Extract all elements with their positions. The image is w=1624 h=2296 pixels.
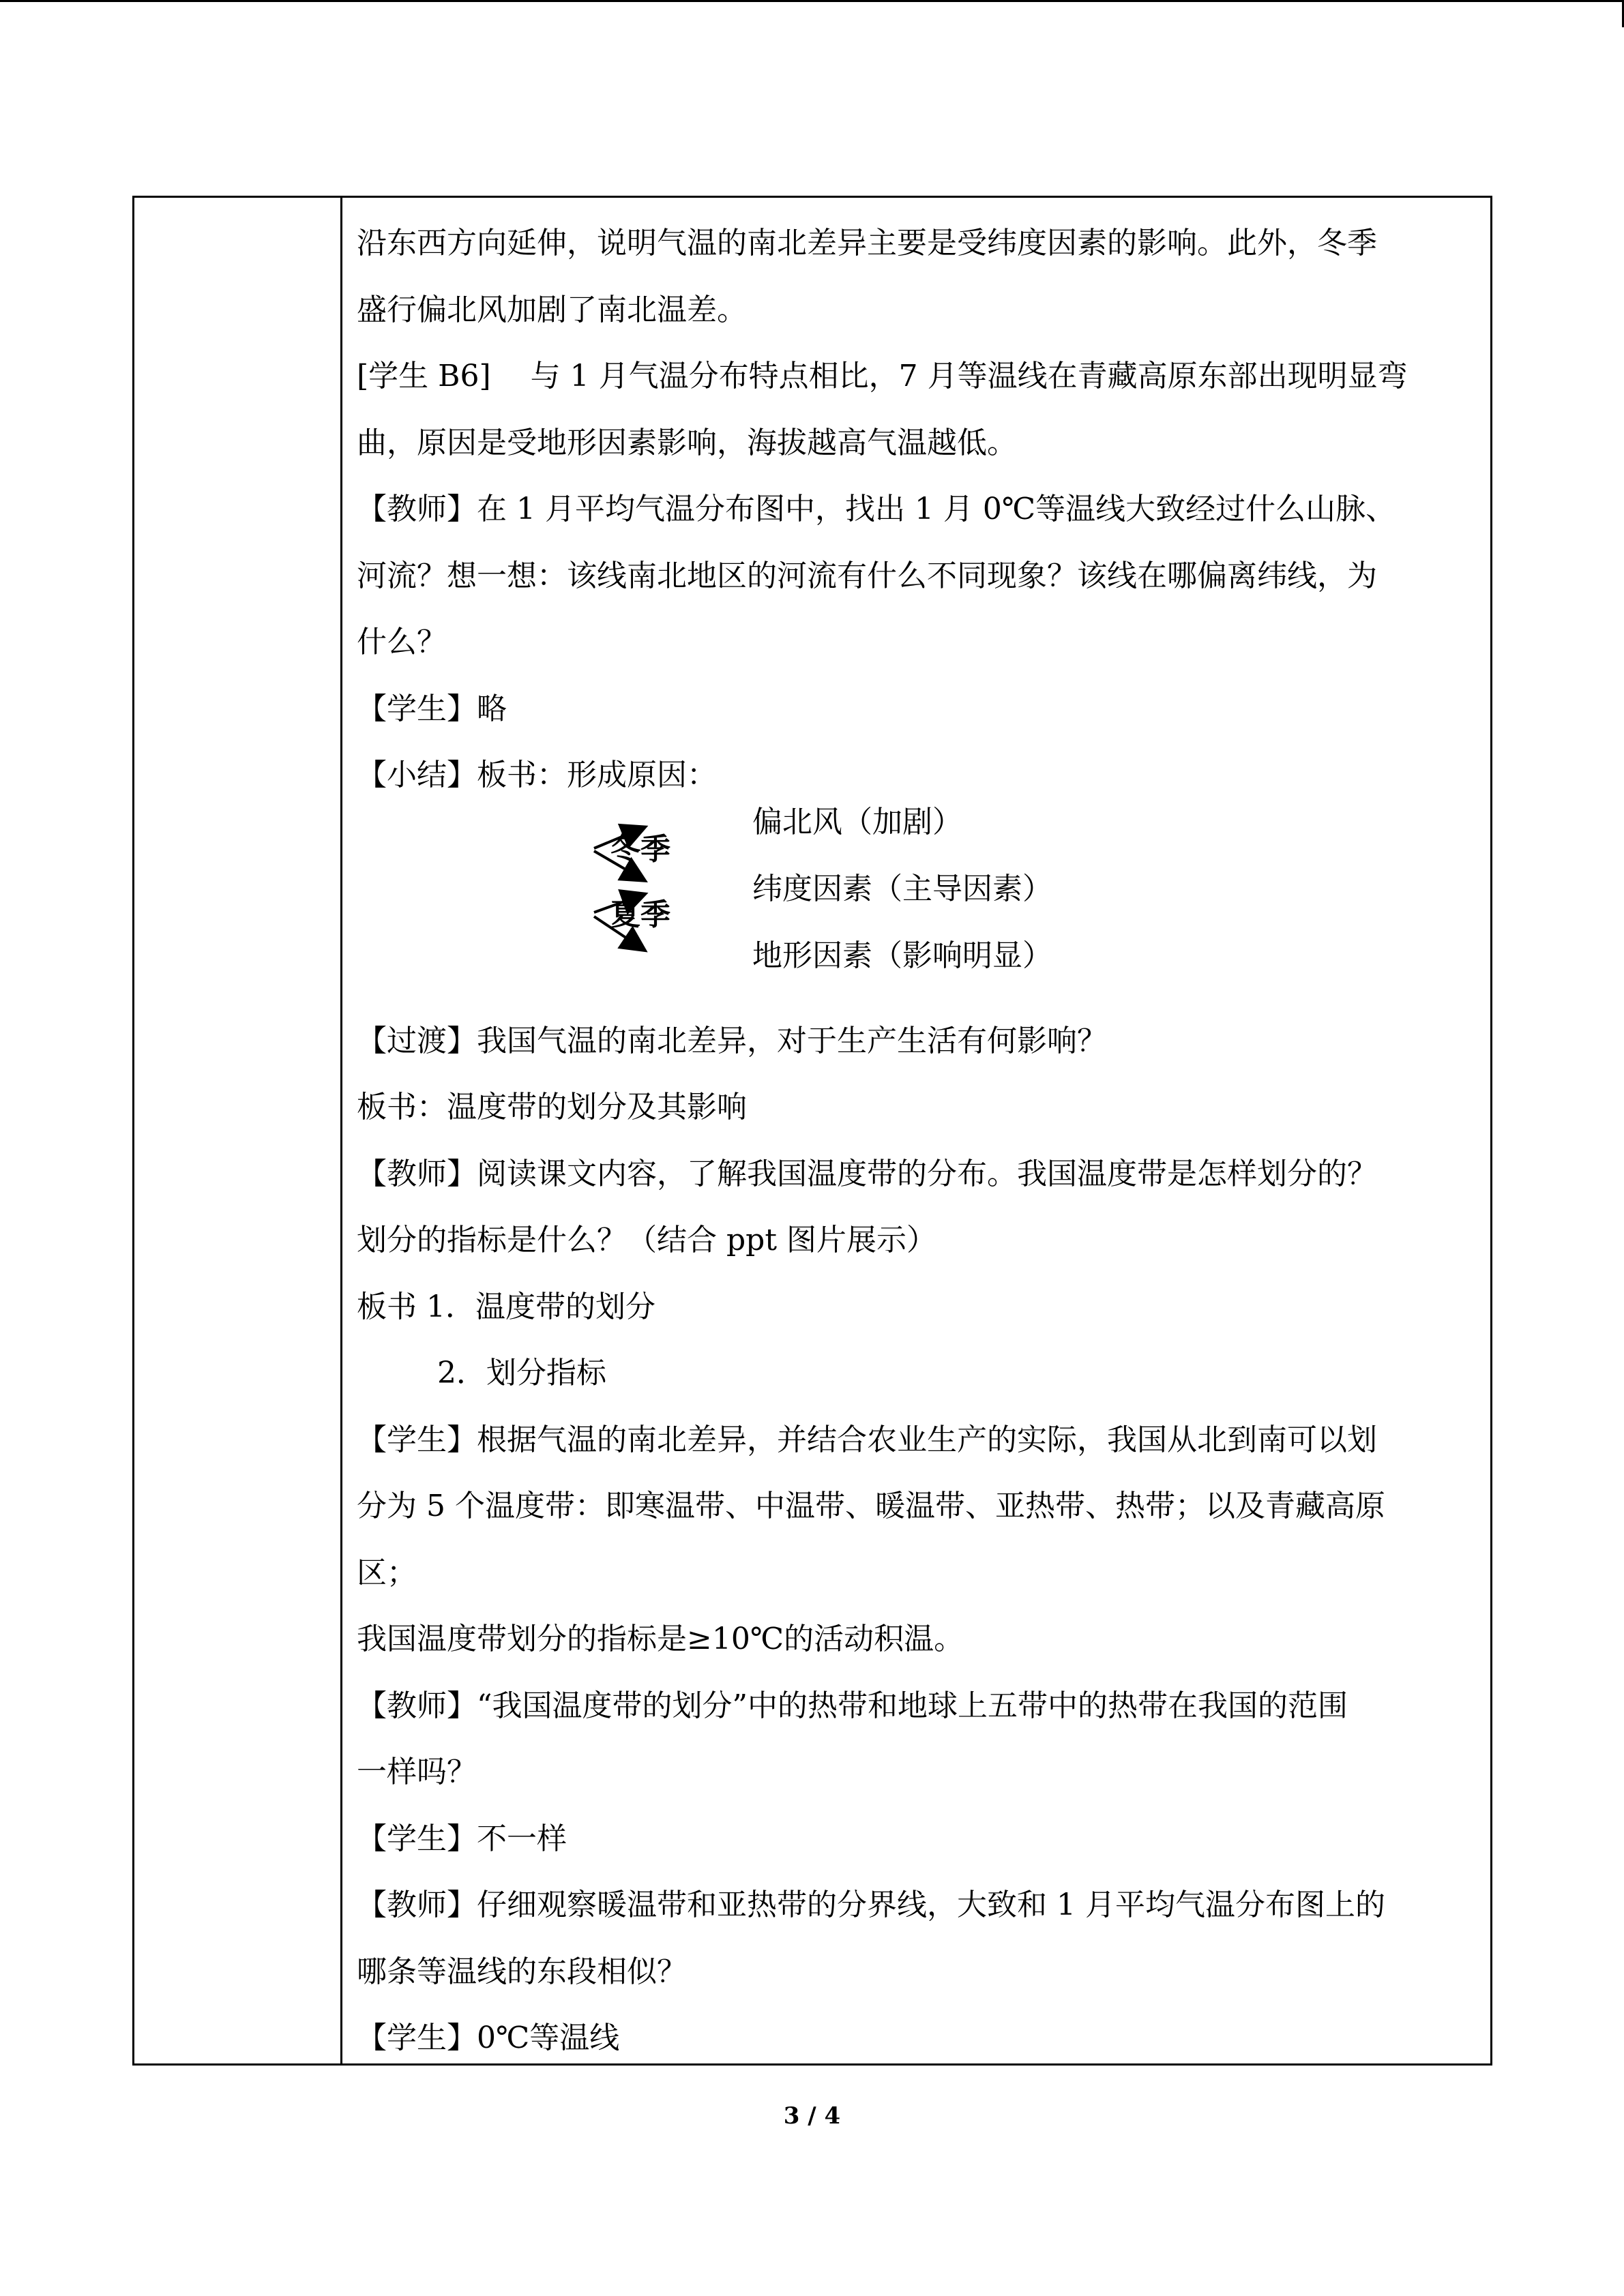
text-line: 【小结】板书：形成原因： <box>357 758 717 792</box>
page-top-border <box>0 0 1624 2</box>
text-line: 【教师】阅读课文内容，了解我国温度带的分布。我国温度带是怎样划分的？ <box>357 1156 1377 1191</box>
text-line: 我国温度带划分的指标是≥10℃的活动积温。 <box>357 1622 964 1656</box>
text-line: 沿东西方向延伸，说明气温的南北差异主要是受纬度因素的影响。此外，冬季 <box>357 226 1377 260</box>
text-line: 【学生】略 <box>357 691 507 726</box>
diagram-item-wind: 偏北风（加剧） <box>752 804 962 839</box>
left-empty-cell <box>134 198 340 2063</box>
text-line: 【教师】在 1 月平均气温分布图中，找出 1 月 0℃等温线大致经过什么山脉、 <box>357 492 1396 526</box>
cause-diagram <box>357 804 1475 1008</box>
column-divider <box>340 198 342 2063</box>
lesson-table <box>132 196 1492 2066</box>
text-line: 【教师】仔细观察暖温带和亚热带的分界线，大致和 1 月平均气温分布图上的 <box>357 1888 1385 1922</box>
summer-label: 夏季 <box>610 897 670 932</box>
text-line: [学生 B6] 与 1 月气温分布特点相比，7 月等温线在青藏高原东部出现明显弯 <box>357 359 1408 393</box>
text-line: 板书：温度带的划分及其影响 <box>357 1090 747 1124</box>
text-line: 区； <box>357 1555 417 1590</box>
diagram-item-latitude: 纬度因素（主导因素） <box>752 871 1052 906</box>
text-line: 划分的指标是什么？（结合 ppt 图片展示） <box>357 1223 936 1257</box>
text-line: 【过渡】我国气温的南北差异，对于生产生活有何影响？ <box>357 1023 1107 1058</box>
text-line: 【学生】根据气温的南北差异，并结合农业生产的实际，我国从北到南可以划 <box>357 1422 1377 1457</box>
text-line: 哪条等温线的东段相似？ <box>357 1954 687 1989</box>
text-line: 曲，原因是受地形因素影响，海拔越高气温越低。 <box>357 425 1017 460</box>
text-line: 分为 5 个温度带：即寒温带、中温带、暖温带、亚热带、热带；以及青藏高原 <box>357 1489 1385 1523</box>
text-line: 什么？ <box>357 625 447 659</box>
text-line: 【教师】“我国温度带的划分”中的热带和地球上五带中的热带在我国的范围 <box>357 1688 1348 1723</box>
text-line: 盛行偏北风加剧了南北温差。 <box>357 292 747 327</box>
text-line: 【学生】不一样 <box>357 1821 567 1856</box>
text-line: 一样吗？ <box>357 1755 477 1789</box>
page-number: 3 / 4 <box>783 2102 841 2130</box>
text-line: 2．划分指标 <box>437 1356 606 1390</box>
text-line: 河流？想一想：该线南北地区的河流有什么不同现象？该线在哪偏离纬线，为 <box>357 558 1377 593</box>
text-line: 【学生】0℃等温线 <box>357 2021 620 2055</box>
diagram-item-terrain: 地形因素（影响明显） <box>752 938 1052 973</box>
text-line: 板书 1．温度带的划分 <box>357 1289 655 1324</box>
winter-label: 冬季 <box>610 831 670 867</box>
lesson-content <box>357 210 1475 2072</box>
